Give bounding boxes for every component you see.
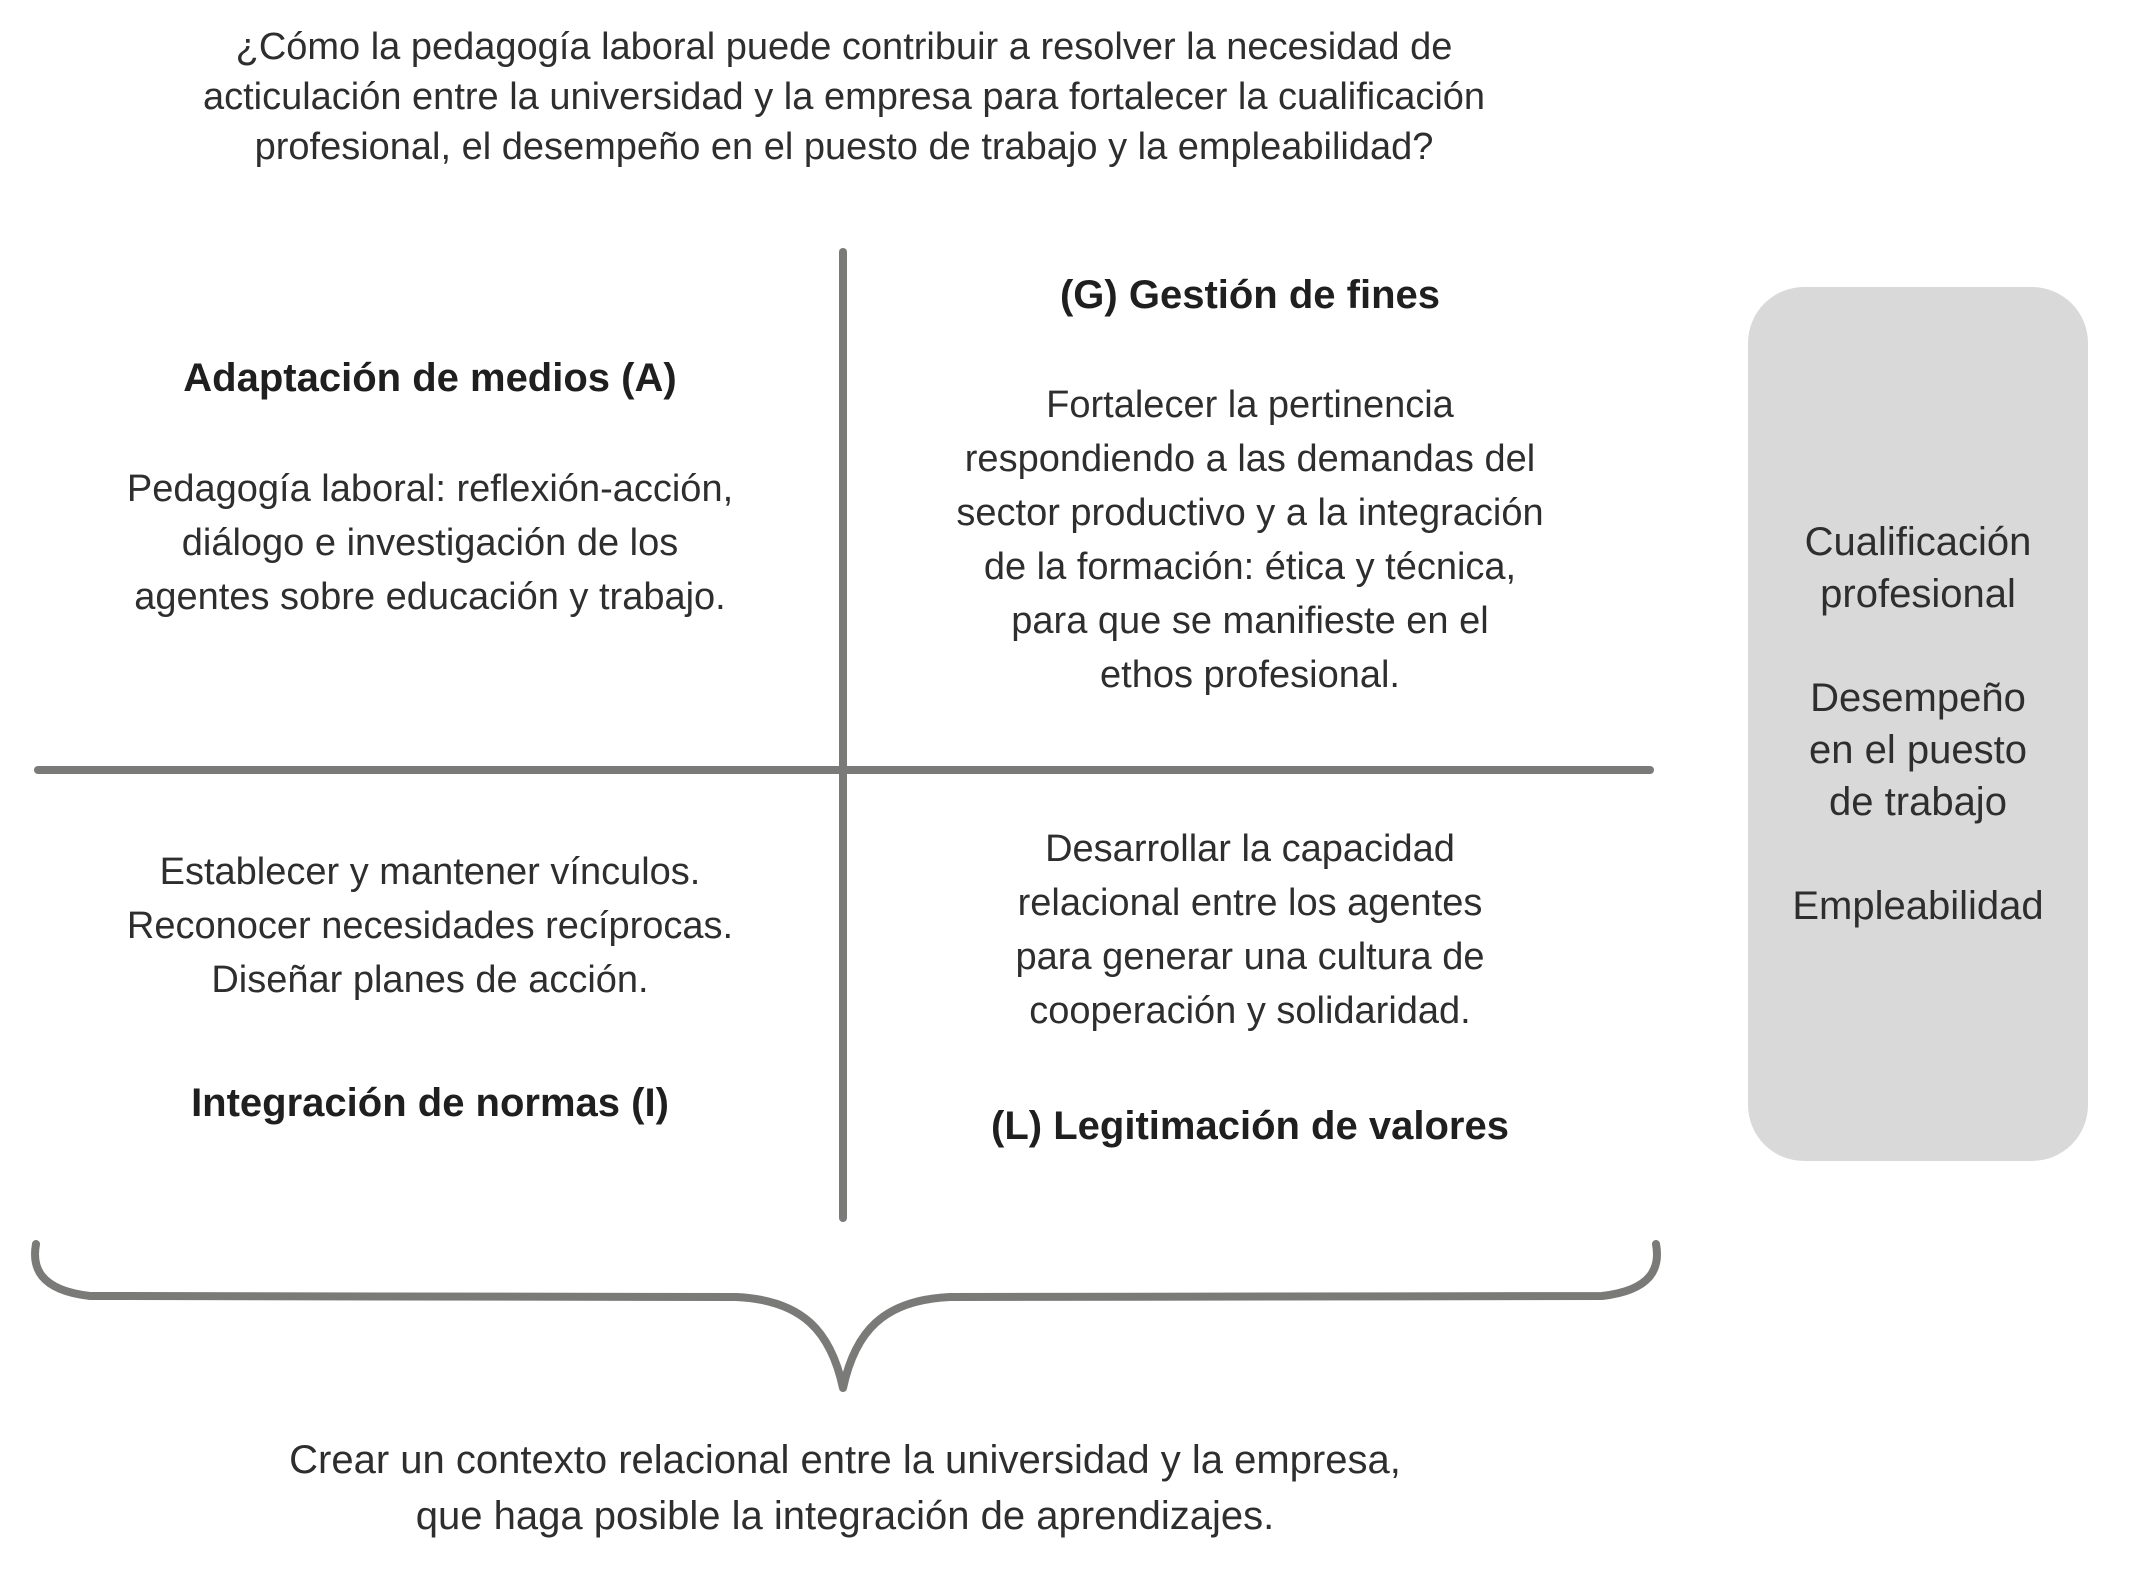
vertical-divider-line: [839, 248, 847, 1222]
body-line: para que se manifieste en el: [1011, 600, 1489, 642]
research-question-title: [35, 22, 1653, 172]
outcome-line: en el puesto: [1809, 728, 2027, 772]
outcome-item-empleabilidad: [1792, 880, 2043, 932]
quadrant-adaptacion-de-medios: [35, 352, 825, 624]
outcome-item-desempeno: [1809, 672, 2027, 828]
body-line: Diseñar planes de acción.: [211, 959, 649, 1001]
body-line: cooperación y solidaridad.: [1029, 990, 1471, 1032]
title-line: ¿Cómo la pedagogía laboral puede contribuir a resolver la necesidad de: [235, 26, 1453, 68]
body-line: Fortalecer la pertinencia: [1046, 384, 1454, 426]
quadrant-body: [850, 378, 1650, 702]
quadrant-body: [35, 462, 825, 624]
quadrant-body: [850, 822, 1650, 1038]
outcome-line: Desempeño: [1810, 676, 2026, 720]
quadrant-body: [35, 845, 825, 1007]
quadrant-legitimacion-de-valores: [850, 822, 1650, 1152]
body-line: Establecer y mantener vínculos.: [159, 851, 701, 893]
curly-brace-path: [35, 1244, 1657, 1388]
quadrant-heading: Adaptación de medios (A): [183, 356, 677, 400]
body-line: respondiendo a las demandas del: [964, 438, 1536, 480]
quadrant-integracion-de-normas: [35, 845, 825, 1129]
quadrant-heading: (L) Legitimación de valores: [991, 1104, 1509, 1148]
quadrant-heading: Integración de normas (I): [191, 1081, 669, 1125]
title-line: acticulación entre la universidad y la empresa para fortalecer la cualificación: [202, 76, 1486, 118]
quadrant-heading: (G) Gestión de fines: [1059, 273, 1441, 317]
outcomes-panel: [1748, 287, 2088, 1161]
horizontal-divider-line: [34, 766, 1654, 774]
body-line: Pedagogía laboral: reflexión-acción,: [126, 468, 734, 510]
title-line: profesional, el desempeño en el puesto de trabajo y la empleabilidad?: [254, 126, 1434, 168]
body-line: agentes sobre educación y trabajo.: [134, 576, 726, 618]
body-line: para generar una cultura de: [1015, 936, 1485, 978]
outcome-line: Cualificación: [1804, 520, 2032, 564]
body-line: Desarrollar la capacidad: [1045, 828, 1455, 870]
outcome-line: profesional: [1820, 572, 2016, 616]
body-line: sector productivo y a la integración: [956, 492, 1544, 534]
conclusion-caption: [35, 1432, 1655, 1544]
body-line: relacional entre los agentes: [1017, 882, 1483, 924]
curly-brace: [28, 1240, 1664, 1398]
body-line: diálogo e investigación de los: [181, 522, 679, 564]
body-line: de la formación: ética y técnica,: [983, 546, 1517, 588]
caption-line: que haga posible la integración de aprendizajes.: [415, 1494, 1275, 1538]
body-line: ethos profesional.: [1100, 654, 1400, 696]
quadrant-gestion-de-fines: [850, 270, 1650, 702]
outcome-line: Empleabilidad: [1792, 884, 2044, 928]
outcome-item-cualificacion: [1805, 516, 2032, 620]
outcome-line: de trabajo: [1829, 780, 2007, 824]
caption-line: Crear un contexto relacional entre la universidad y la empresa,: [289, 1438, 1401, 1482]
body-line: Reconocer necesidades recíprocas.: [126, 905, 734, 947]
